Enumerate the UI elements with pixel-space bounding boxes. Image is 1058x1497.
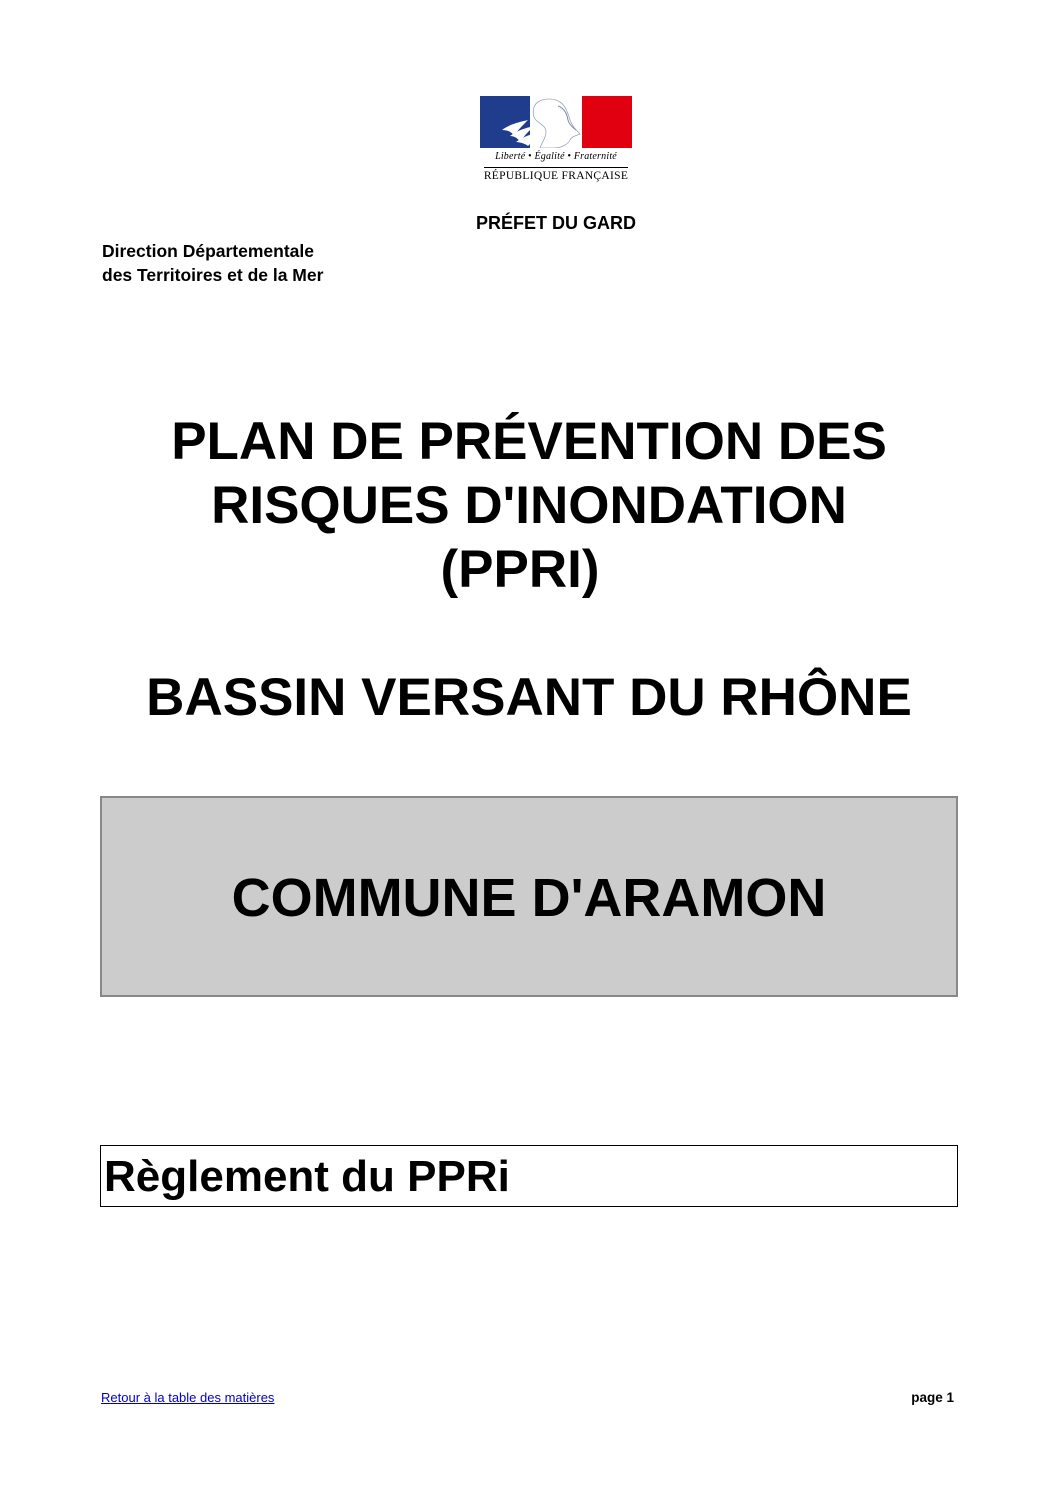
title-line-2: RISQUES D'INONDATION — [211, 476, 847, 535]
toc-return-link[interactable]: Retour à la table des matières — [101, 1390, 275, 1405]
marianne-flag-icon — [480, 96, 632, 148]
republic-motto: Liberté • Égalité • Fraternité — [495, 151, 617, 162]
direction-block — [102, 239, 323, 287]
motto-divider — [484, 167, 628, 168]
title-line-1: PLAN DE PRÉVENTION DES — [171, 412, 887, 471]
commune-name: COMMUNE D'ARAMON — [231, 868, 827, 928]
section-title: Règlement du PPRi — [104, 1152, 510, 1201]
prefet-heading: PRÉFET DU GARD — [475, 213, 636, 233]
page-number: page 1 — [911, 1390, 954, 1405]
republique-francaise-label: RÉPUBLIQUE FRANÇAISE — [483, 170, 629, 182]
section-box — [100, 1145, 958, 1207]
title-line-3: (PPRI) — [440, 540, 600, 599]
direction-line-2: des Territoires et de la Mer — [102, 265, 324, 285]
basin-title: BASSIN VERSANT DU RHÔNE — [146, 668, 912, 727]
marianne-logo — [480, 96, 632, 188]
direction-line-1: Direction Départementale — [102, 241, 315, 261]
document-title — [0, 410, 1058, 602]
commune-box — [100, 796, 958, 997]
